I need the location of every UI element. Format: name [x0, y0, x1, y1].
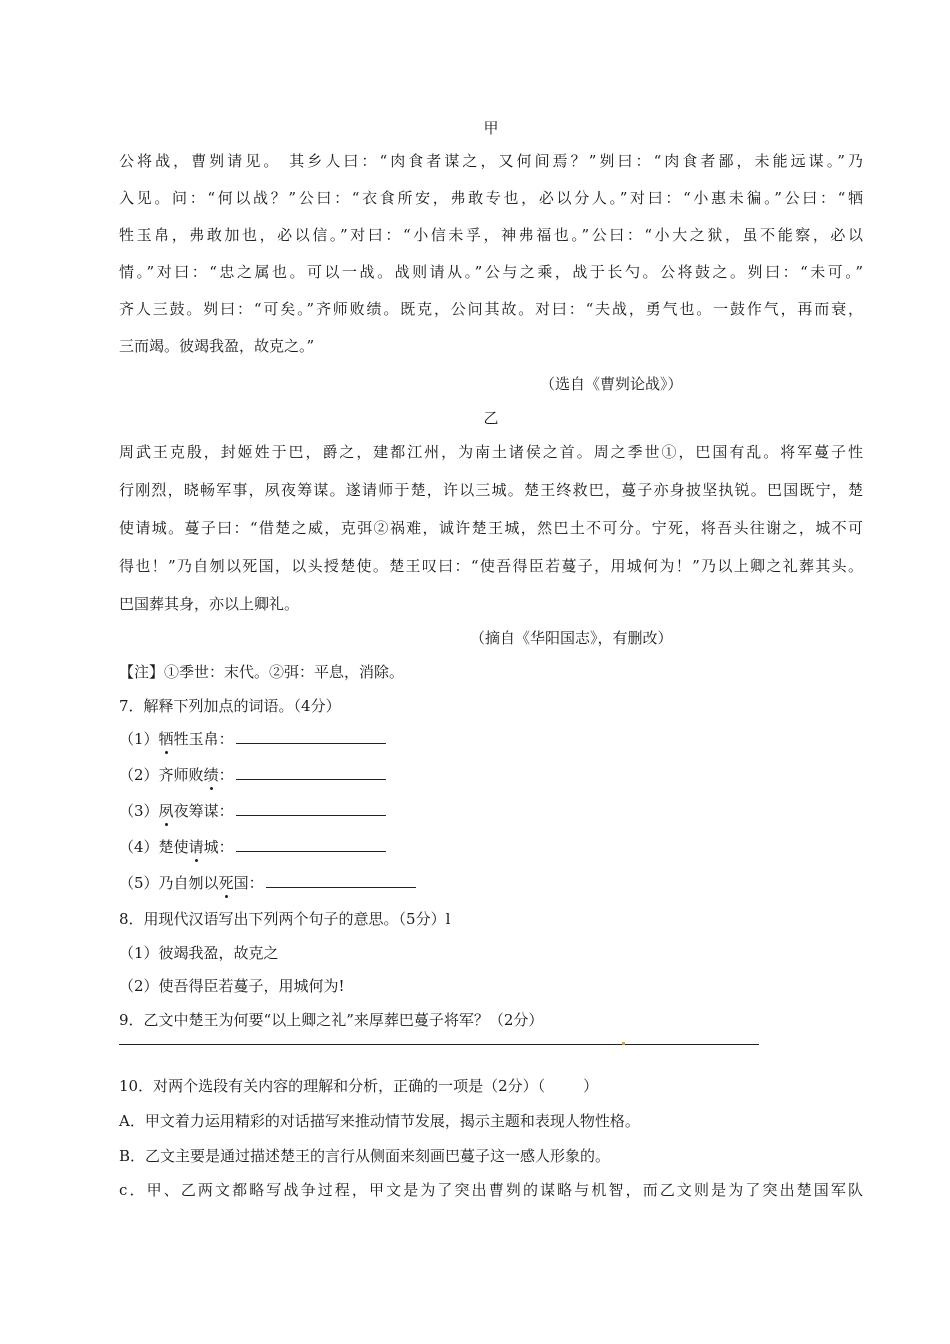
emphasis-dot-char: 请 — [188, 838, 204, 856]
passage-a-source: （选自《曹刿论战》） — [540, 375, 683, 393]
question-10-stem: 10．对两个选段有关内容的理解和分析，正确的一项是（2分）（ ） — [119, 1077, 599, 1095]
emphasis-dot-char: 死 — [218, 874, 234, 892]
passage-b-source: （摘自《华阳国志》，有删改） — [470, 629, 673, 647]
emphasis-dot-char: 绩 — [203, 766, 219, 784]
passage-a-line: 三而竭。彼竭我盈，故克之。” — [119, 337, 315, 355]
print-speck — [622, 1042, 625, 1045]
question-7-stem: 7．解释下列加点的词语。（4分） — [119, 697, 341, 715]
question-8-item: （1）彼竭我盈，故克之 — [119, 944, 279, 962]
passage-b-line: 行刚烈，晓畅军事，夙夜筹谋。遂请师于楚，许以三城。楚王终救巴，蔓子亦身披坚执锐。巴国既宁，楚 — [119, 481, 863, 499]
passage-b-line: 使请城。蔓子曰：“借楚之威，克弭②祸难，诚许楚王城，然巴土不可分。宁死，将吾头往谢之，城不可 — [119, 519, 863, 537]
question-8-stem: 8．用现代汉语写出下列两个句子的意思。（5分）l — [119, 910, 451, 928]
passage-a-line: 牲玉帛，弗敢加也，必以信。”对曰：“小信未孚，神弗福也。”公曰：“小大之狱，虽不能察，必以 — [119, 226, 863, 244]
answer-blank[interactable] — [236, 729, 386, 744]
passage-b-line: 巴国葬其身，亦以上卿礼。 — [119, 595, 300, 613]
question-10-option: A．甲文着力运用精彩的对话描写来推动情节发展，揭示主题和表现人物性格。 — [119, 1112, 640, 1130]
passage-b-line: 得也！”乃自刎以死国，以头授楚使。楚王叹曰：“使吾得臣若蔓子，用城何为！”乃以上卿之礼葬其头。 — [119, 557, 863, 575]
question-9-answer-line[interactable] — [119, 1044, 759, 1045]
emphasis-dot-char: 牺 — [158, 730, 174, 748]
question-7-item: （4）楚使请城： — [119, 837, 386, 857]
passage-a-heading: 甲 — [483, 119, 499, 137]
question-9-stem: 9．乙文中楚王为何要“以上卿之礼”来厚葬巴蔓子将军？（2分） — [119, 1011, 544, 1029]
emphasis-dot-char: 夙 — [158, 802, 174, 820]
answer-blank[interactable] — [266, 873, 416, 888]
question-8-item: （2）使吾得臣若蔓子，用城何为! — [119, 977, 345, 995]
passage-a-line: 公将战，曹刿请见。 其乡人曰：“肉食者谋之，又何间焉？”刿曰：“肉食者鄙，未能远谋。”乃 — [119, 152, 863, 170]
passage-a-line: 情。”对曰：“忠之属也。可以一战。战则请从。”公与之乘，战于长勺。公将鼓之。刿曰：“未可。” — [119, 263, 863, 281]
passage-a-line: 入见。问：“何以战？”公曰：“衣食所安，弗敢专也，必以分人。”对曰：“小惠未徧。”公曰：“牺 — [119, 189, 863, 207]
answer-blank[interactable] — [236, 801, 386, 816]
annotation-note: 【注】①季世：末代。②弭：平息，消除。 — [119, 663, 405, 681]
passage-a-line: 齐人三鼓。刿曰：“可矣。”齐师败绩。既克，公问其故。对曰：“夫战，勇气也。一鼓作气，再而衰， — [119, 300, 863, 318]
answer-blank[interactable] — [236, 837, 386, 852]
question-7-item: （3）夙夜筹谋： — [119, 801, 386, 821]
question-10-option: B．乙文主要是通过描述楚王的言行从侧面来刻画巴蔓子这一感人形象的。 — [119, 1147, 611, 1165]
question-10-option: c．甲、乙两文都略写战争过程，甲文是为了突出曹刿的谋略与机智，而乙文则是为了突出楚国军队 — [119, 1181, 863, 1199]
question-7-item: （1）牺牲玉帛： — [119, 729, 386, 749]
question-7-item: （2）齐师败绩： — [119, 765, 386, 785]
passage-b-line: 周武王克殷，封姬姓于巴，爵之，建都江州，为南土诸侯之首。周之季世①，巴国有乱。将军蔓子性 — [119, 443, 863, 461]
question-7-item: （5）乃自刎以死国： — [119, 873, 416, 893]
passage-b-heading: 乙 — [483, 409, 499, 427]
answer-blank[interactable] — [236, 765, 386, 780]
